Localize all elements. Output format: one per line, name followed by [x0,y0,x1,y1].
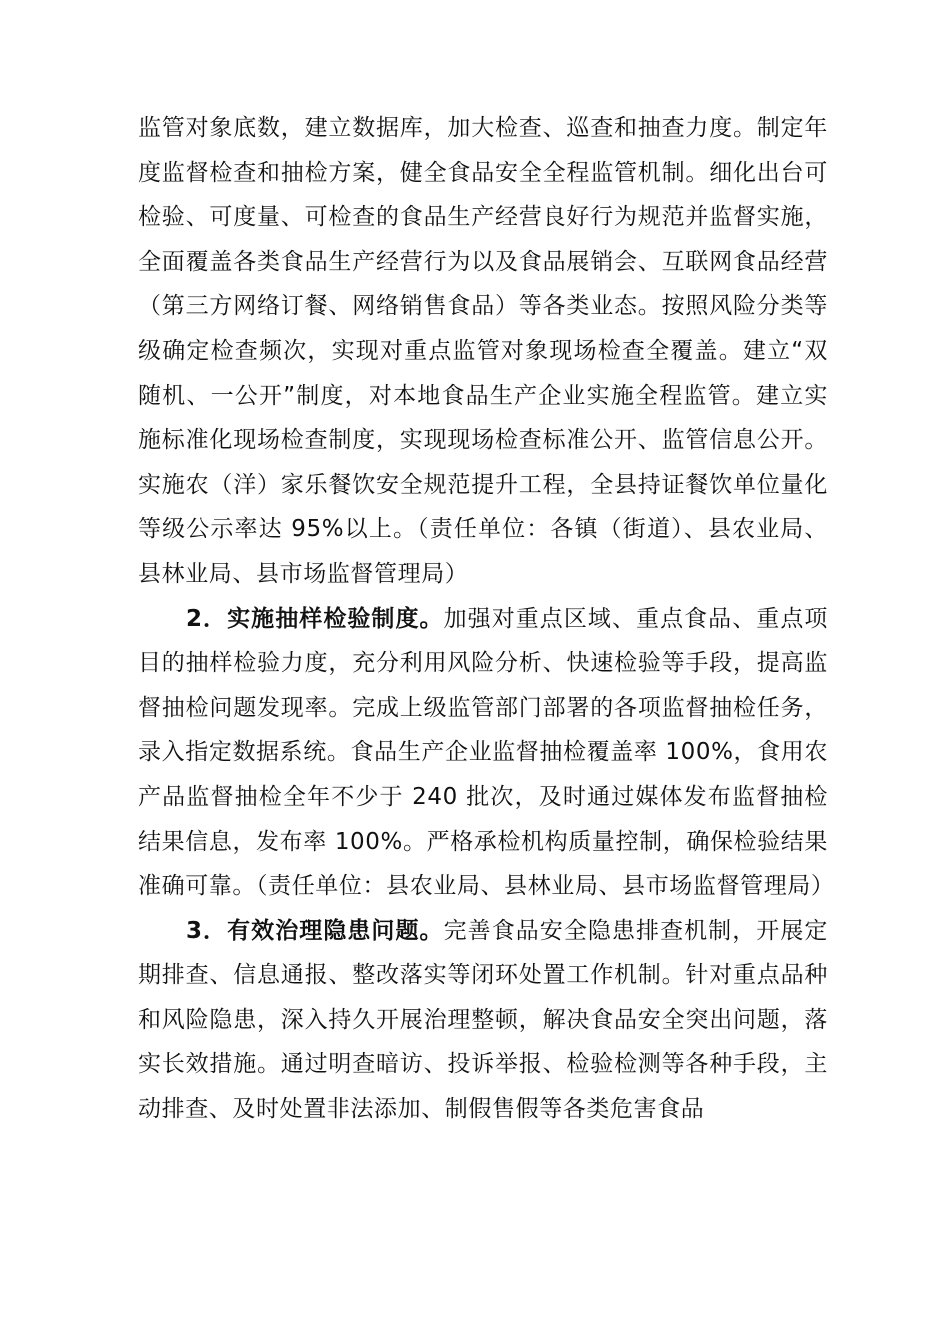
paragraph-supervision-coverage [138,106,828,597]
paragraph-1-text: 监管对象底数，建立数据库，加大检查、巡查和抽查力度。制定年度监督检查和抽检方案，健全食品安全全程监管机制。细化出台可检验、可度量、可检查的食品生产经营良好行为规范并监督实施，全面覆盖各类食品生产经营行为以及食品展销会、互联网食品经营（第三方网络订餐、网络销售食品）等各类业态。按照风险分类等级确定检查频次，实现对重点监管对象现场检查全覆盖。建立“双随机、一公开”制度，对本地食品生产企业实施全程监管。建立实施标准化现场检查制度，实现现场检查标准公开、监管信息公开。实施农（洋）家乐餐饮安全规范提升工程，全县持证餐饮单位量化等级公示率达 95%以上。（责任单位：各镇（街道）、县农业局、县林业局、县市场监督管理局） [138,115,828,587]
paragraph-hazard-governance [138,909,828,1132]
document-page [138,106,835,1132]
paragraph-3-heading: 3．有效治理隐患问题。 [186,917,444,944]
paragraph-2-text: 加强对重点区域、重点食品、重点项目的抽样检验力度，充分利用风险分析、快速检验等手段，提高监督抽检问题发现率。完成上级监管部门部署的各项监督抽检任务，录入指定数据系统。食品生产企业监督抽检覆盖率 100%，食用农产品监督抽检全年不少于 240 批次，及时通过媒体发布监督抽检结果信息，发布率 100%。严格承检机构质量控制，确保检验结果准确可靠。（责任单位：县农业局、县林业局、县市场监督管理局） [138,605,835,900]
paragraph-2-heading: 2．实施抽样检验制度。 [186,605,444,632]
paragraph-sampling-inspection [138,597,835,909]
paragraph-3-text: 完善食品安全隐患排查机制，开展定期排查、信息通报、整改落实等闭环处置工作机制。针对重点品种和风险隐患，深入持久开展治理整顿，解决食品安全突出问题，落实长效措施。通过明查暗访、投诉举报、检验检测等各种手段，主动排查、及时处置非法添加、制假售假等各类危害食品 [138,917,828,1123]
